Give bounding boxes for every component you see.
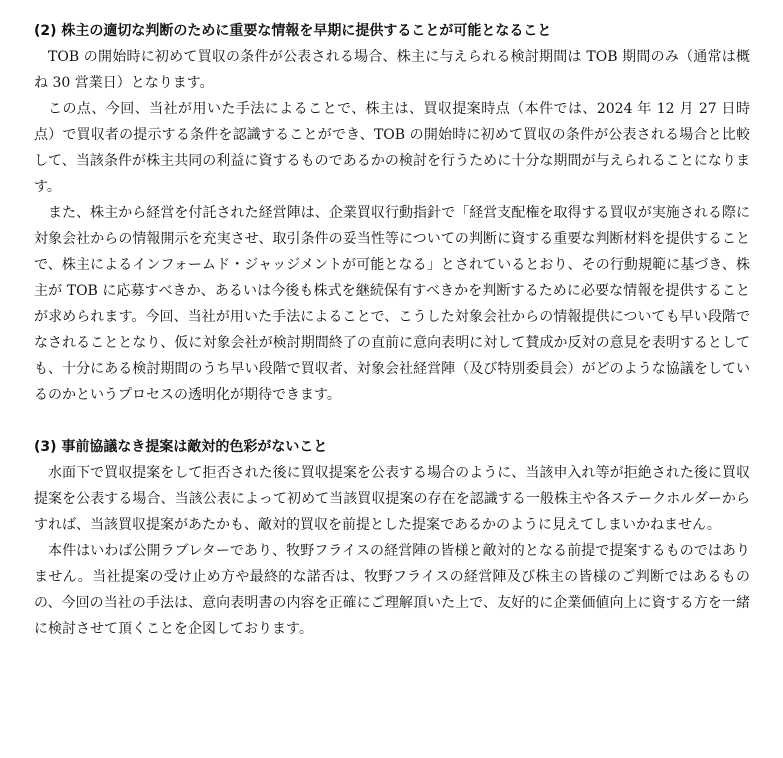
section-divider-space <box>34 408 750 434</box>
section-2-paragraph-1: TOB の開始時に初めて買収の条件が公表される場合、株主に与えられる検討期間は TOB 期間のみ（通常は概ね 30 営業日）となります。 <box>34 49 750 91</box>
section-2-paragraph-3: また、株主から経営を付託された経営陣は、企業買収行動指針で「経営支配権を取得する買収が実施される際に対象会社からの情報開示を充実させ、取引条件の妥当性等についての判断に資する重要な判断材料を提供することで、株主によるインフォームド・ジャッジメントが可能となる」とされているとおり、その行動規範に基づき、株主が TOB に応募すべきか、あるいは今後も株式を継続保有すべきかを判断するために必要な情報を提供することが求められます。今回、当社が用いた手法によることで、こうした対象会社からの情報提供についても早い段階でなされることとなり、仮に対象会社が検討期間終了の直前に意向表明に対して賛成か反対の意見を表明するとしても、十分にある検討期間のうち早い段階で買収者、対象会社経営陣（及び特別委員会）がどのような協議をしているのかというプロセスの透明化が期待できます。 <box>34 205 750 403</box>
section-2-paragraph-2: この点、今回、当社が用いた手法によることで、株主は、買収提案時点（本件では、2024 年 12 月 27 日時点）で買収者の提示する条件を認識することができ、TOB の開始時に初めて買収の条件が公表される場合と比較して、当該条件が株主共同の利益に資するものであるかの検討を行うために十分な期間が与えられることになります。 <box>34 101 750 195</box>
section-3-paragraph-1: 水面下で買収提案をして拒否された後に買収提案を公表する場合のように、当該申入れ等が拒絶された後に買収提案を公表する場合、当該公表によって初めて当該買収提案の存在を認識する一般株主や各ステークホルダーからすれば、当該買収提案があたかも、敵対的買収を前提とした提案であるかのように見えてしまいかねません。 <box>34 465 750 533</box>
section-early-information <box>34 18 750 408</box>
document-page <box>34 18 750 642</box>
section-2-heading: (2) 株主の適切な判断のために重要な情報を早期に提供することが可能となること <box>34 23 552 39</box>
section-no-hostility <box>34 434 750 642</box>
section-3-paragraph-2: 本件はいわば公開ラブレターであり、牧野フライスの経営陣の皆様と敵対的となる前提で提案するものではありません。当社提案の受け止め方や最終的な諾否は、牧野フライスの経営陣及び株主の皆様のご判断ではあるものの、今回の当社の手法は、意向表明書の内容を正確にご理解頂いた上で、友好的に企業価値向上に資する方を一緒に検討させて頂くことを企図しております。 <box>34 543 750 637</box>
section-3-heading: (3) 事前協議なき提案は敵対的色彩がないこと <box>34 439 328 455</box>
